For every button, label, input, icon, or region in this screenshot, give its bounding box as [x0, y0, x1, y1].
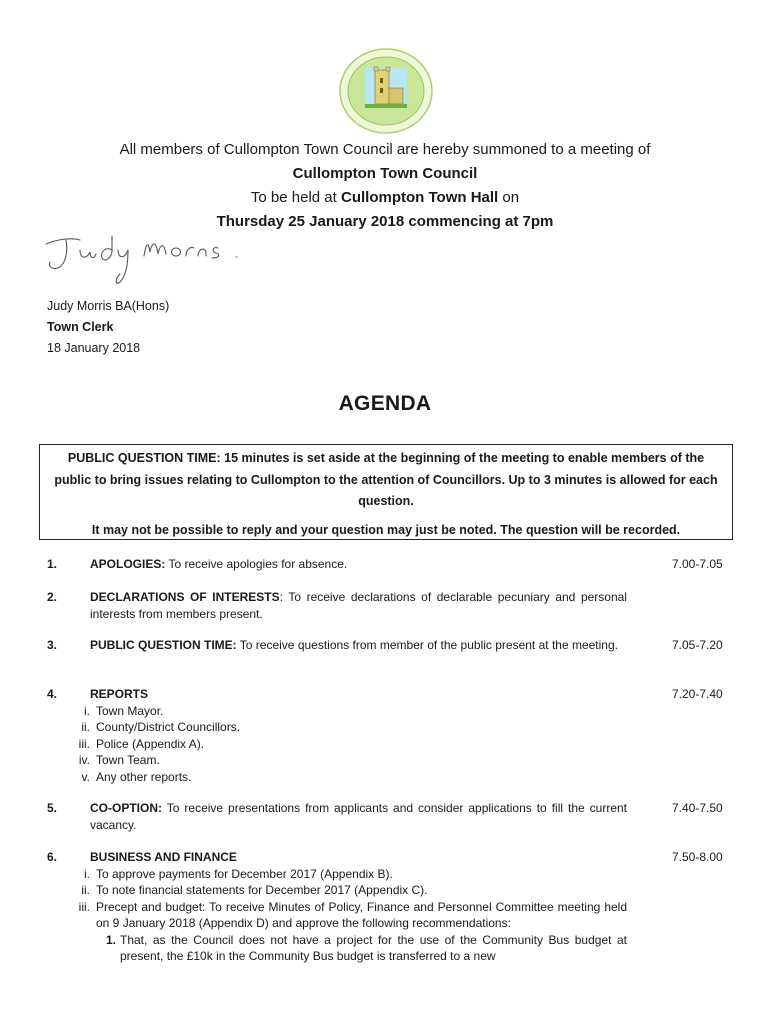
clerk-name: Judy Morris BA(Hons) [47, 299, 170, 313]
summons-venue-line: To be held at Cullompton Town Hall on [250, 189, 520, 206]
item-number: 2. [47, 590, 58, 604]
item-number: 6. [47, 850, 58, 864]
item-time: 7.50-8.00 [672, 850, 723, 864]
summons-council-name: Cullompton Town Council [292, 165, 478, 182]
item-time: 7.40-7.50 [672, 801, 723, 815]
agenda-title: AGENDA [338, 392, 432, 415]
notice-para-2: It may not be possible to reply and your question may just be noted. The question will be recorded. [91, 522, 681, 537]
sub-item: ii. To note financial statements for December 2017 (Appendix C). [81, 883, 428, 897]
summons-block [0, 138, 770, 234]
public-question-notice [39, 444, 733, 540]
item-body [78, 849, 627, 965]
item-body: DECLARATIONS OF INTERESTS: To receive declarations of declarable pecuniary and personal interests from members present. [90, 590, 627, 621]
item-time: 7.05-7.20 [672, 638, 723, 652]
item-body: CO-OPTION: To receive presentations from applicants and consider applications to fill the current vacancy. [90, 801, 627, 832]
item-time: 7.00-7.05 [672, 557, 723, 571]
sub-item: v. Any other reports. [81, 769, 192, 784]
item-body: APOLOGIES: To receive apologies for absence. [90, 557, 348, 571]
item-number: 4. [47, 687, 58, 701]
sub-item: iii. Precept and budget: To receive Minutes of Policy, Finance and Personnel Committee meeting held on 9 January 2018 (Appendix D) and approve the following recommendations: [78, 899, 627, 930]
council-logo [339, 48, 433, 134]
item-body [78, 686, 627, 785]
notice-para-1: PUBLIC QUESTION TIME: 15 minutes is set aside at the beginning of the meeting to enable members of the public to bring issues relating to Cullompton to the attention of Councillors. Up to 3 minutes is allowed for each question. [54, 451, 718, 508]
summons-date-line: Thursday 25 January 2018 commencing at 7pm [216, 213, 554, 230]
item-number: 5. [47, 801, 58, 815]
item-time: 7.20-7.40 [672, 687, 723, 701]
sub-item: i. To approve payments for December 2017 (Appendix B). [84, 866, 393, 881]
item-heading: REPORTS [90, 687, 149, 701]
item-number: 1. [47, 557, 58, 571]
clerk-details [47, 296, 169, 359]
issue-date: 18 January 2018 [47, 341, 141, 355]
summons-line-1: All members of Cullompton Town Council are hereby summoned to a meeting of [119, 141, 651, 158]
clerk-role: Town Clerk [47, 320, 114, 334]
sub-item: ii. County/District Councillors. [81, 720, 241, 734]
sub-item: iv. Town Team. [78, 753, 160, 767]
handwritten-signature [40, 230, 250, 290]
item-body: PUBLIC QUESTION TIME: To receive questions from member of the public present at the meeting. [90, 638, 618, 652]
sub-item: iii. Police (Appendix A). [78, 736, 205, 751]
item-heading: BUSINESS AND FINANCE [90, 850, 237, 864]
sub-item: i. Town Mayor. [84, 703, 164, 718]
recommendation-item: 1. That, as the Council does not have a project for the use of the Community Bus budget at present, the £10k in the Community Bus budget is transferred to a new [105, 932, 627, 963]
item-number: 3. [47, 638, 58, 652]
